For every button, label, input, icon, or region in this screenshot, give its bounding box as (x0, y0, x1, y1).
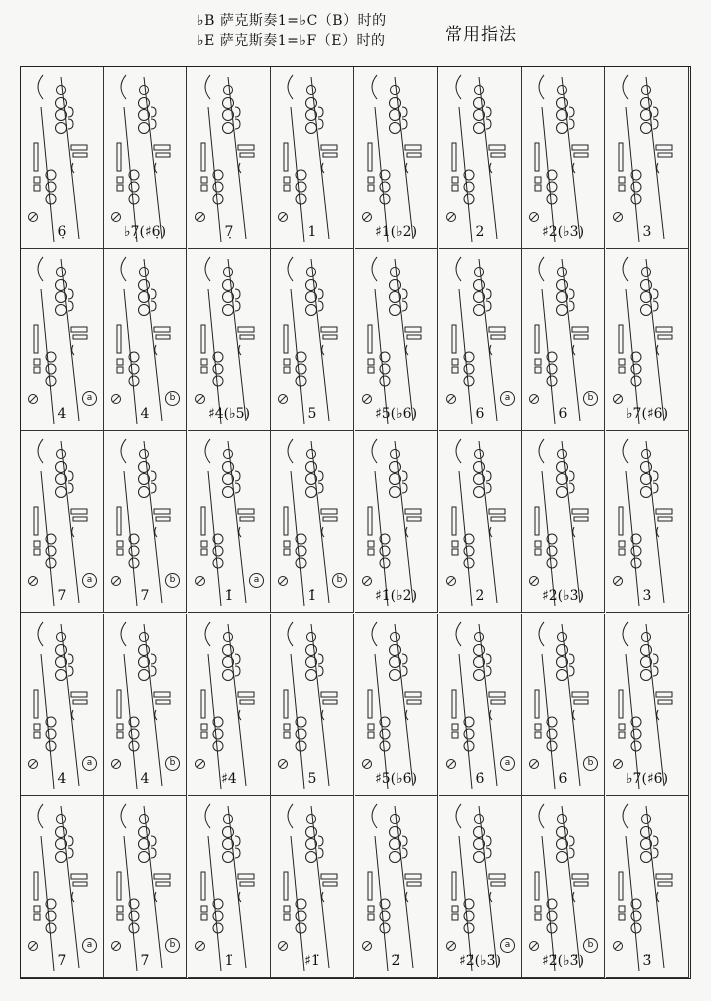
note-label: ♯2̈(♭3̈) (541, 953, 585, 969)
key-diagram-icon (606, 796, 689, 978)
fingering-cell (104, 67, 187, 249)
note-label: ♯4(♭5) (207, 406, 251, 422)
variant-badge: b (165, 391, 180, 406)
key-diagram-icon (355, 431, 438, 613)
note-label: 2 (475, 224, 485, 240)
fingering-cell (271, 431, 354, 613)
fingering-cell (355, 796, 438, 978)
note-label: ♯5(♭6) (374, 406, 418, 422)
note-label: ♭7̇(♯6̇) (625, 771, 669, 787)
fingering-cell (271, 796, 354, 978)
note-label: 5̇ (307, 771, 317, 787)
note-label: 6̣ (57, 224, 67, 240)
variant-badge: b (583, 391, 598, 406)
fingering-cell (522, 614, 605, 796)
key-diagram-icon (104, 67, 187, 249)
fingering-cell (439, 67, 522, 249)
note-label: 7̇ (57, 953, 67, 969)
fingering-cell (522, 796, 605, 978)
key-diagram-icon (355, 249, 438, 431)
variant-badge: b (165, 756, 180, 771)
fingering-cell (522, 67, 605, 249)
fingering-cell (21, 796, 104, 978)
note-label: 4 (57, 406, 67, 422)
key-diagram-icon (271, 796, 354, 978)
note-label: 1̇ (307, 588, 317, 604)
note-label: ♯1̇(♭2̇) (374, 588, 418, 604)
fingering-cell (21, 67, 104, 249)
note-label: 2̇ (475, 588, 485, 604)
note-label: 3̇ (642, 588, 652, 604)
note-label: 2̈ (391, 953, 401, 969)
note-label: 3̈ (642, 953, 652, 969)
fingering-cell (606, 796, 689, 978)
header-line-1: ♭B 萨克斯奏1=♭C（B）时的 (197, 13, 387, 29)
key-diagram-icon (188, 796, 271, 978)
note-label: ♭7̣(♯6̣) (123, 224, 167, 240)
fingering-cell (21, 431, 104, 613)
key-diagram-icon (355, 67, 438, 249)
variant-badge: b (583, 756, 598, 771)
fingering-chart-grid (20, 66, 691, 979)
note-label: 7̣ (224, 224, 234, 240)
key-diagram-icon (606, 249, 689, 431)
variant-badge: a (82, 391, 97, 406)
key-diagram-icon (606, 614, 689, 796)
fingering-cell (439, 614, 522, 796)
note-label: 1̇ (224, 588, 234, 604)
note-label: 6̇ (475, 771, 485, 787)
fingering-cell (271, 67, 354, 249)
key-diagram-icon (21, 67, 104, 249)
key-diagram-icon (439, 431, 522, 613)
key-diagram-icon (355, 614, 438, 796)
fingering-cell (188, 431, 271, 613)
header-line-2: ♭E 萨克斯奏1=♭F（E）时的 (197, 33, 386, 49)
note-label: 1̈ (224, 953, 234, 969)
note-label: 4 (140, 406, 150, 422)
note-label: ♯2̇(♭3̇) (541, 588, 585, 604)
fingering-cell (439, 249, 522, 431)
note-label: ♯1(♭2) (374, 224, 418, 240)
note-label: 6 (475, 406, 485, 422)
note-label: 4̇ (140, 771, 150, 787)
note-label: 7 (57, 588, 67, 604)
fingering-cell (355, 431, 438, 613)
header-title: 常用指法 (445, 25, 517, 45)
key-diagram-icon (355, 796, 438, 978)
note-label: 7̇ (140, 953, 150, 969)
fingering-cell (355, 614, 438, 796)
fingering-cell (355, 67, 438, 249)
key-diagram-icon (606, 67, 689, 249)
key-diagram-icon (606, 431, 689, 613)
variant-badge: b (165, 938, 180, 953)
fingering-cell (104, 614, 187, 796)
key-diagram-icon (271, 67, 354, 249)
fingering-cell (271, 614, 354, 796)
note-label: 7 (140, 588, 150, 604)
fingering-cell (104, 249, 187, 431)
variant-badge: a (500, 391, 515, 406)
note-label: 6 (558, 406, 568, 422)
fingering-cell (21, 249, 104, 431)
key-diagram-icon (271, 614, 354, 796)
variant-badge: a (82, 756, 97, 771)
fingering-cell (606, 67, 689, 249)
variant-badge: a (500, 756, 515, 771)
note-label: 5 (307, 406, 317, 422)
note-label: ♯2(♭3) (541, 224, 585, 240)
key-diagram-icon (522, 431, 605, 613)
fingering-cell (439, 796, 522, 978)
fingering-cell (606, 431, 689, 613)
key-diagram-icon (522, 67, 605, 249)
fingering-cell (188, 614, 271, 796)
variant-badge: b (165, 573, 180, 588)
variant-badge: a (82, 573, 97, 588)
key-diagram-icon (188, 67, 271, 249)
page-header (0, 0, 711, 62)
fingering-cell (104, 796, 187, 978)
variant-badge: b (332, 573, 347, 588)
fingering-cell (606, 249, 689, 431)
key-diagram-icon (188, 614, 271, 796)
fingering-cell (271, 249, 354, 431)
variant-badge: a (82, 938, 97, 953)
fingering-cell (188, 796, 271, 978)
note-label: 4̇ (57, 771, 67, 787)
note-label: 3 (642, 224, 652, 240)
variant-badge: a (500, 938, 515, 953)
fingering-cell (21, 614, 104, 796)
fingering-cell (355, 249, 438, 431)
note-label: ♯1̈ (304, 953, 320, 969)
fingering-cell (522, 249, 605, 431)
note-label: ♯4̇ (221, 771, 237, 787)
fingering-cell (188, 249, 271, 431)
note-label: 1 (307, 224, 317, 240)
note-label: ♯2̈(♭3̈) (458, 953, 502, 969)
key-diagram-icon (188, 249, 271, 431)
note-label: ♭7(♯6) (625, 406, 669, 422)
key-diagram-icon (439, 67, 522, 249)
note-label: ♯5̇(♭6̇) (374, 771, 418, 787)
fingering-cell (104, 431, 187, 613)
fingering-cell (606, 614, 689, 796)
fingering-cell (188, 67, 271, 249)
key-diagram-icon (271, 249, 354, 431)
fingering-cell (522, 431, 605, 613)
variant-badge: b (583, 938, 598, 953)
fingering-cell (439, 431, 522, 613)
variant-badge: a (249, 573, 264, 588)
note-label: 6̇ (558, 771, 568, 787)
